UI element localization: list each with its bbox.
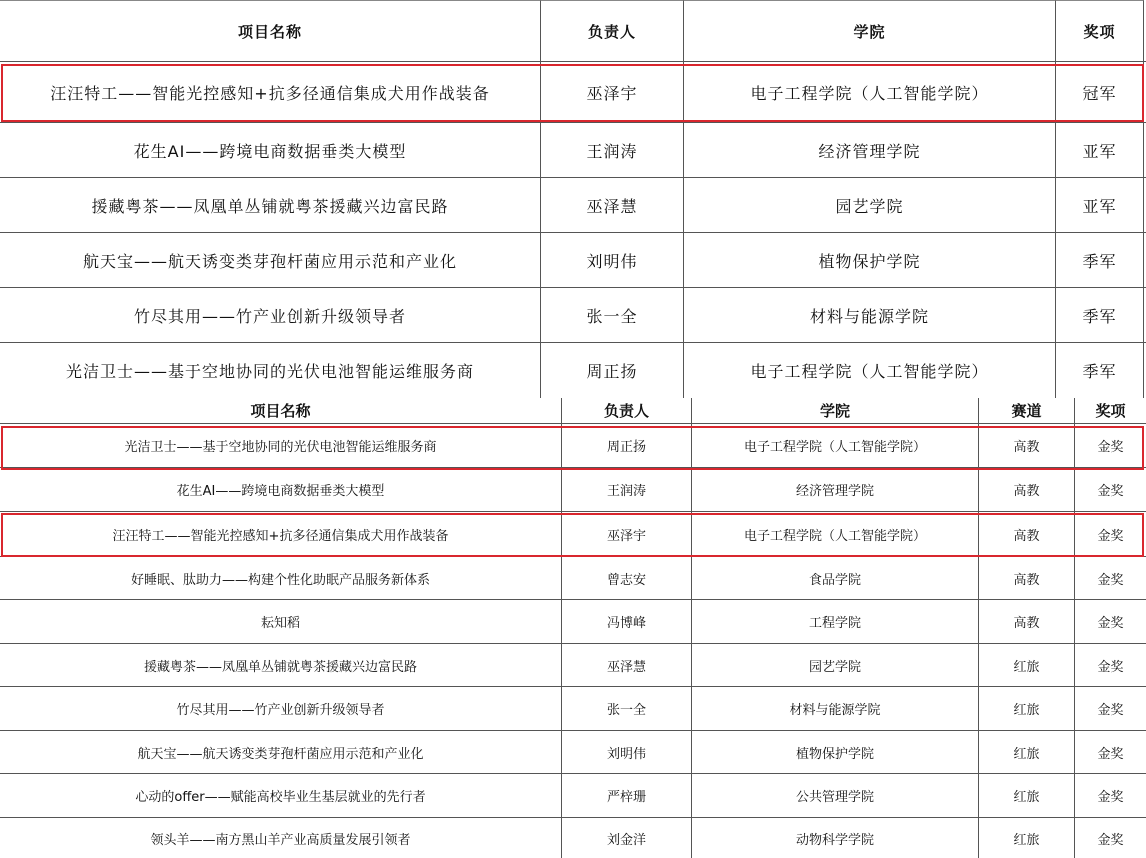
award-name: 金奖 [1097, 616, 1124, 631]
award-name: 亚军 [1056, 178, 1144, 232]
project-name: 光洁卫士——基于空地协同的光伏电池智能运维服务商 [0, 424, 562, 467]
college-name: 园艺学院 [684, 178, 1056, 232]
award-name: 金奖 [1097, 440, 1124, 455]
track-name: 红旅 [979, 818, 1075, 858]
leader-name: 张一全 [541, 288, 684, 342]
table-row [0, 644, 1146, 687]
table1-header-row [0, 0, 1146, 62]
award-name: 季军 [1056, 288, 1144, 342]
project-name: 航天宝——航天诱变类芽孢杆菌应用示范和产业化 [0, 731, 562, 773]
table1-header-college: 学院 [684, 0, 1056, 61]
leader-name: 刘金洋 [562, 818, 692, 858]
project-name: 援藏粤茶——凤凰单丛铺就粤茶援藏兴边富民路 [0, 644, 562, 686]
award-name: 金奖 [1097, 484, 1124, 499]
college-name: 电子工程学院（人工智能学院） [692, 424, 979, 467]
award-name: 季军 [1056, 233, 1144, 287]
award-name: 金奖 [1097, 703, 1124, 718]
leader-name: 周正扬 [562, 424, 692, 467]
college-name: 工程学院 [692, 600, 979, 643]
project-name: 花生AI——跨境电商数据垂类大模型 [0, 123, 541, 177]
college-name: 材料与能源学院 [684, 288, 1056, 342]
table1-header-award: 奖项 [1056, 0, 1144, 61]
college-name: 食品学院 [692, 557, 979, 599]
track-name: 高教 [979, 424, 1075, 467]
table-row [0, 818, 1146, 858]
project-name: 心动的offer——赋能高校毕业生基层就业的先行者 [0, 774, 562, 817]
table-row [0, 557, 1146, 600]
track-name: 高教 [979, 468, 1075, 511]
project-name: 领头羊——南方黑山羊产业高质量发展引领者 [0, 818, 562, 858]
college-name: 经济管理学院 [684, 123, 1056, 177]
table2-header-row [0, 398, 1146, 424]
project-name: 好睡眠、肽助力——构建个性化助眠产品服务新体系 [0, 557, 562, 599]
table-row [0, 512, 1146, 557]
award-name: 金奖 [1097, 659, 1124, 675]
award-name: 季军 [1056, 343, 1144, 398]
college-name: 电子工程学院（人工智能学院） [684, 62, 1056, 122]
leader-name: 刘明伟 [541, 233, 684, 287]
table1-header-project: 项目名称 [0, 0, 541, 61]
table-row [0, 424, 1146, 468]
leader-name: 巫泽慧 [562, 644, 692, 686]
leader-name: 周正扬 [541, 343, 684, 398]
table-row [0, 687, 1146, 731]
track-name: 高教 [979, 512, 1075, 556]
table-row [0, 178, 1146, 233]
award-name: 金奖 [1097, 572, 1124, 588]
college-name: 电子工程学院（人工智能学院） [684, 343, 1056, 398]
award-name: 亚军 [1056, 123, 1144, 177]
college-name: 动物科学学院 [692, 818, 979, 858]
leader-name: 张一全 [562, 687, 692, 730]
award-name: 金奖 [1097, 832, 1124, 848]
college-name: 电子工程学院（人工智能学院） [692, 512, 979, 556]
awards-table-2 [0, 398, 1146, 858]
table-row [0, 600, 1146, 644]
project-name: 花生AI——跨境电商数据垂类大模型 [0, 468, 562, 511]
project-name: 光洁卫士——基于空地协同的光伏电池智能运维服务商 [0, 343, 541, 398]
track-name: 高教 [979, 557, 1075, 599]
award-name: 金奖 [1097, 790, 1124, 805]
table2-header-track: 赛道 [979, 398, 1075, 423]
table2-header-leader: 负责人 [562, 398, 692, 423]
table2-header-college: 学院 [692, 398, 979, 423]
track-name: 红旅 [979, 731, 1075, 773]
project-name: 援藏粤茶——凤凰单丛铺就粤茶援藏兴边富民路 [0, 178, 541, 232]
track-name: 红旅 [979, 644, 1075, 686]
table-row [0, 731, 1146, 774]
college-name: 材料与能源学院 [692, 687, 979, 730]
leader-name: 严梓珊 [562, 774, 692, 817]
project-name: 竹尽其用——竹产业创新升级领导者 [0, 288, 541, 342]
project-name: 汪汪特工——智能光控感知+抗多径通信集成犬用作战装备 [0, 62, 541, 122]
project-name: 耘知稻 [0, 600, 562, 643]
leader-name: 冯博峰 [562, 600, 692, 643]
college-name: 植物保护学院 [692, 731, 979, 773]
leader-name: 巫泽宇 [541, 62, 684, 122]
award-name: 金奖 [1097, 528, 1124, 544]
leader-name: 巫泽宇 [562, 512, 692, 556]
track-name: 红旅 [979, 687, 1075, 730]
table2-header-award: 奖项 [1095, 402, 1126, 420]
awards-table-1 [0, 0, 1146, 398]
track-name: 红旅 [979, 774, 1075, 817]
award-name: 冠军 [1056, 62, 1144, 122]
award-name: 金奖 [1097, 746, 1124, 762]
leader-name: 曾志安 [562, 557, 692, 599]
college-name: 植物保护学院 [684, 233, 1056, 287]
leader-name: 王润涛 [541, 123, 684, 177]
table1-header-leader: 负责人 [541, 0, 684, 61]
table-row [0, 123, 1146, 178]
leader-name: 王润涛 [562, 468, 692, 511]
leader-name: 刘明伟 [562, 731, 692, 773]
leader-name: 巫泽慧 [541, 178, 684, 232]
college-name: 经济管理学院 [692, 468, 979, 511]
college-name: 园艺学院 [692, 644, 979, 686]
table2-header-project: 项目名称 [0, 398, 562, 423]
project-name: 航天宝——航天诱变类芽孢杆菌应用示范和产业化 [0, 233, 541, 287]
track-name: 高教 [979, 600, 1075, 643]
college-name: 公共管理学院 [692, 774, 979, 817]
table-row [0, 233, 1146, 288]
table-row [0, 62, 1146, 123]
project-name: 竹尽其用——竹产业创新升级领导者 [0, 687, 562, 730]
table-row [0, 288, 1146, 343]
table-row [0, 468, 1146, 512]
table-row [0, 774, 1146, 818]
project-name: 汪汪特工——智能光控感知+抗多径通信集成犬用作战装备 [0, 512, 562, 556]
table-row [0, 343, 1146, 398]
